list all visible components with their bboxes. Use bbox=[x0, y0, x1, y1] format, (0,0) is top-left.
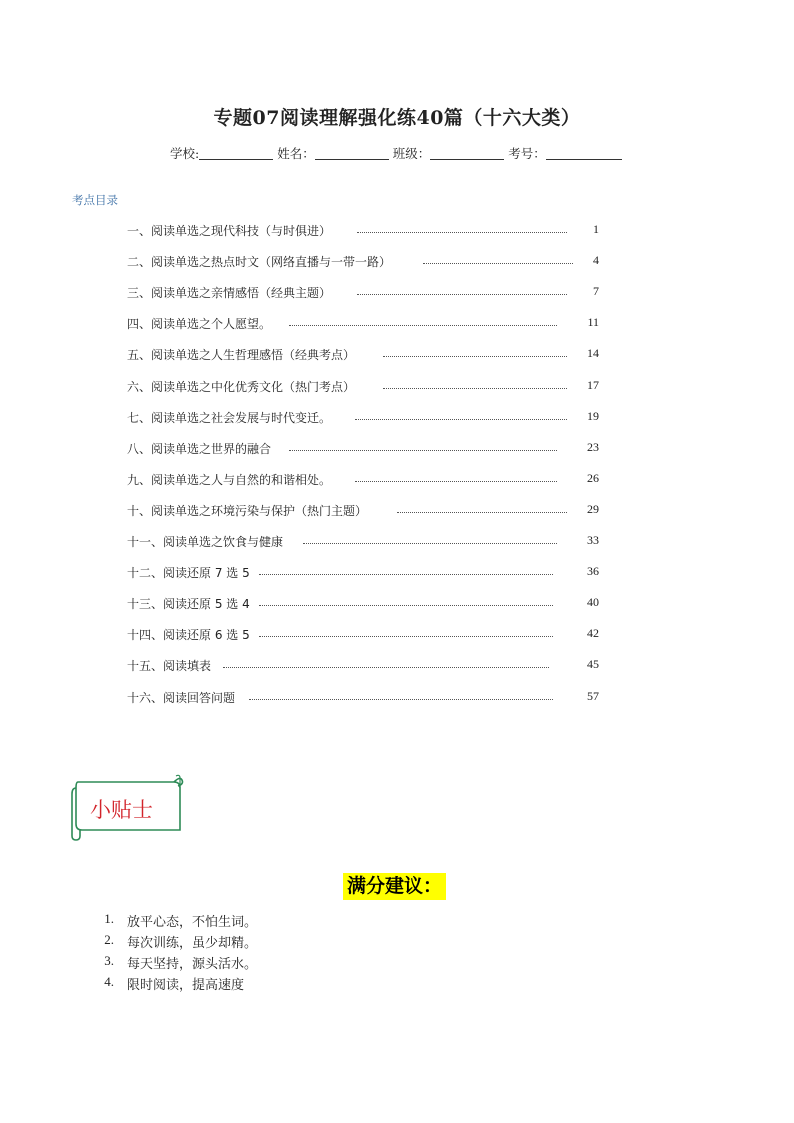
toc-item[interactable] bbox=[127, 689, 607, 707]
toc-item[interactable] bbox=[127, 346, 607, 364]
toc-item-label: 五、阅读单选之人生哲理感悟（经典考点） bbox=[127, 348, 356, 363]
advice-heading: 满分建议： bbox=[343, 873, 446, 900]
exam-number-blank[interactable] bbox=[546, 146, 622, 160]
toc-item-page: 14 bbox=[587, 346, 599, 361]
toc-item-page: 11 bbox=[587, 315, 599, 330]
toc-item[interactable] bbox=[127, 564, 607, 582]
toc-item-label: 八、阅读单选之世界的融合 bbox=[127, 441, 272, 456]
toc-item[interactable] bbox=[127, 502, 607, 520]
toc-item-label: 十一、阅读单选之饮食与健康 bbox=[127, 535, 284, 549]
toc-item-page: 23 bbox=[587, 439, 599, 454]
toc-item-page: 29 bbox=[587, 501, 599, 516]
toc-leader-dots bbox=[249, 699, 553, 700]
toc-item[interactable] bbox=[127, 253, 607, 271]
toc-item[interactable] bbox=[127, 315, 607, 333]
toc-leader-dots bbox=[259, 574, 553, 575]
advice-item-text: 限时阅读，提高速度 bbox=[127, 978, 245, 993]
toc-item-label: 七、阅读单选之社会发展与时代变迁。 bbox=[127, 410, 332, 425]
toc-item-page: 26 bbox=[587, 470, 599, 485]
toc-item-page: 57 bbox=[587, 688, 599, 703]
name-label: 姓名： bbox=[277, 146, 315, 161]
toc-leader-dots bbox=[259, 605, 553, 606]
toc-item[interactable] bbox=[127, 533, 607, 551]
class-label: 班级： bbox=[392, 146, 431, 161]
toc-leader-dots bbox=[383, 388, 567, 389]
toc-item[interactable] bbox=[127, 595, 607, 613]
advice-item-number: 2. bbox=[104, 932, 114, 947]
toc-leader-dots bbox=[357, 294, 567, 295]
toc-leader-dots bbox=[383, 356, 567, 357]
school-label: 学校: bbox=[170, 146, 200, 161]
advice-item-number: 3. bbox=[104, 953, 114, 968]
toc-leader-dots bbox=[259, 636, 553, 637]
toc-item[interactable] bbox=[127, 471, 607, 489]
advice-item-text: 每次训练，虽少却精。 bbox=[127, 936, 258, 951]
toc-item-page: 17 bbox=[587, 377, 599, 392]
toc-item-label: 十、阅读单选之环境污染与保护（热门主题） bbox=[127, 503, 368, 518]
toc-item-page: 36 bbox=[587, 564, 599, 579]
toc-leader-dots bbox=[355, 481, 557, 482]
advice-item-number: 1. bbox=[104, 911, 114, 926]
toc-item[interactable] bbox=[127, 284, 607, 302]
school-blank[interactable] bbox=[199, 146, 273, 160]
toc-leader-dots bbox=[397, 512, 567, 513]
toc-leader-dots bbox=[223, 667, 549, 668]
toc-item-label: 二、阅读单选之热点时文（网络直播与一带一路） bbox=[127, 255, 392, 270]
document-title: 专题07阅读理解强化练40篇（十六大类） bbox=[213, 107, 581, 129]
toc-item[interactable] bbox=[127, 409, 607, 427]
toc-item-label: 三、阅读单选之亲情感悟（经典主题） bbox=[127, 286, 332, 301]
exam-number-label: 考号： bbox=[508, 146, 546, 161]
toc-item-page: 42 bbox=[587, 626, 599, 641]
toc-item-page: 1 bbox=[593, 222, 599, 236]
toc-item[interactable] bbox=[127, 626, 607, 644]
class-blank[interactable] bbox=[430, 146, 504, 160]
toc-leader-dots bbox=[289, 450, 557, 451]
advice-item-text: 每天坚持，源头活水。 bbox=[127, 957, 258, 972]
toc-item[interactable] bbox=[127, 378, 607, 396]
name-blank[interactable] bbox=[315, 146, 389, 160]
toc-item[interactable] bbox=[127, 440, 607, 458]
toc-item-label: 九、阅读单选之人与自然的和谐相处。 bbox=[127, 472, 332, 487]
toc-item-label: 十二、阅读还原 7 选 5 bbox=[127, 566, 250, 581]
toc-item-label: 十三、阅读还原 5 选 4 bbox=[127, 597, 250, 612]
toc-item-page: 33 bbox=[587, 533, 599, 547]
advice-item-number: 4. bbox=[104, 974, 114, 989]
toc-leader-dots bbox=[423, 263, 573, 264]
toc-leader-dots bbox=[355, 419, 567, 420]
toc-item-label: 一、阅读单选之现代科技（与时俱进） bbox=[127, 224, 332, 238]
toc-leader-dots bbox=[303, 543, 557, 544]
tips-label: 小贴士 bbox=[90, 798, 153, 822]
toc-leader-dots bbox=[289, 325, 557, 326]
toc-item-page: 45 bbox=[587, 657, 599, 672]
toc-item-label: 六、阅读单选之中化优秀文化（热门考点） bbox=[127, 379, 356, 394]
student-info-line bbox=[170, 144, 622, 162]
toc-item-page: 7 bbox=[593, 284, 599, 299]
toc-item[interactable] bbox=[127, 222, 607, 240]
toc-item-page: 4 bbox=[593, 253, 599, 268]
toc-item-page: 40 bbox=[587, 595, 599, 610]
toc-item-label: 十六、阅读回答问题 bbox=[127, 690, 236, 705]
toc-heading: 考点目录 bbox=[72, 193, 118, 207]
toc-leader-dots bbox=[357, 232, 567, 233]
toc-item[interactable] bbox=[127, 657, 607, 675]
toc-item-label: 十五、阅读填表 bbox=[127, 659, 212, 674]
toc-item-page: 19 bbox=[587, 408, 599, 423]
toc-item-label: 十四、阅读还原 6 选 5 bbox=[127, 628, 250, 643]
advice-item-text: 放平心态，不怕生词。 bbox=[127, 915, 258, 930]
toc-item-label: 四、阅读单选之个人愿望。 bbox=[127, 317, 272, 332]
